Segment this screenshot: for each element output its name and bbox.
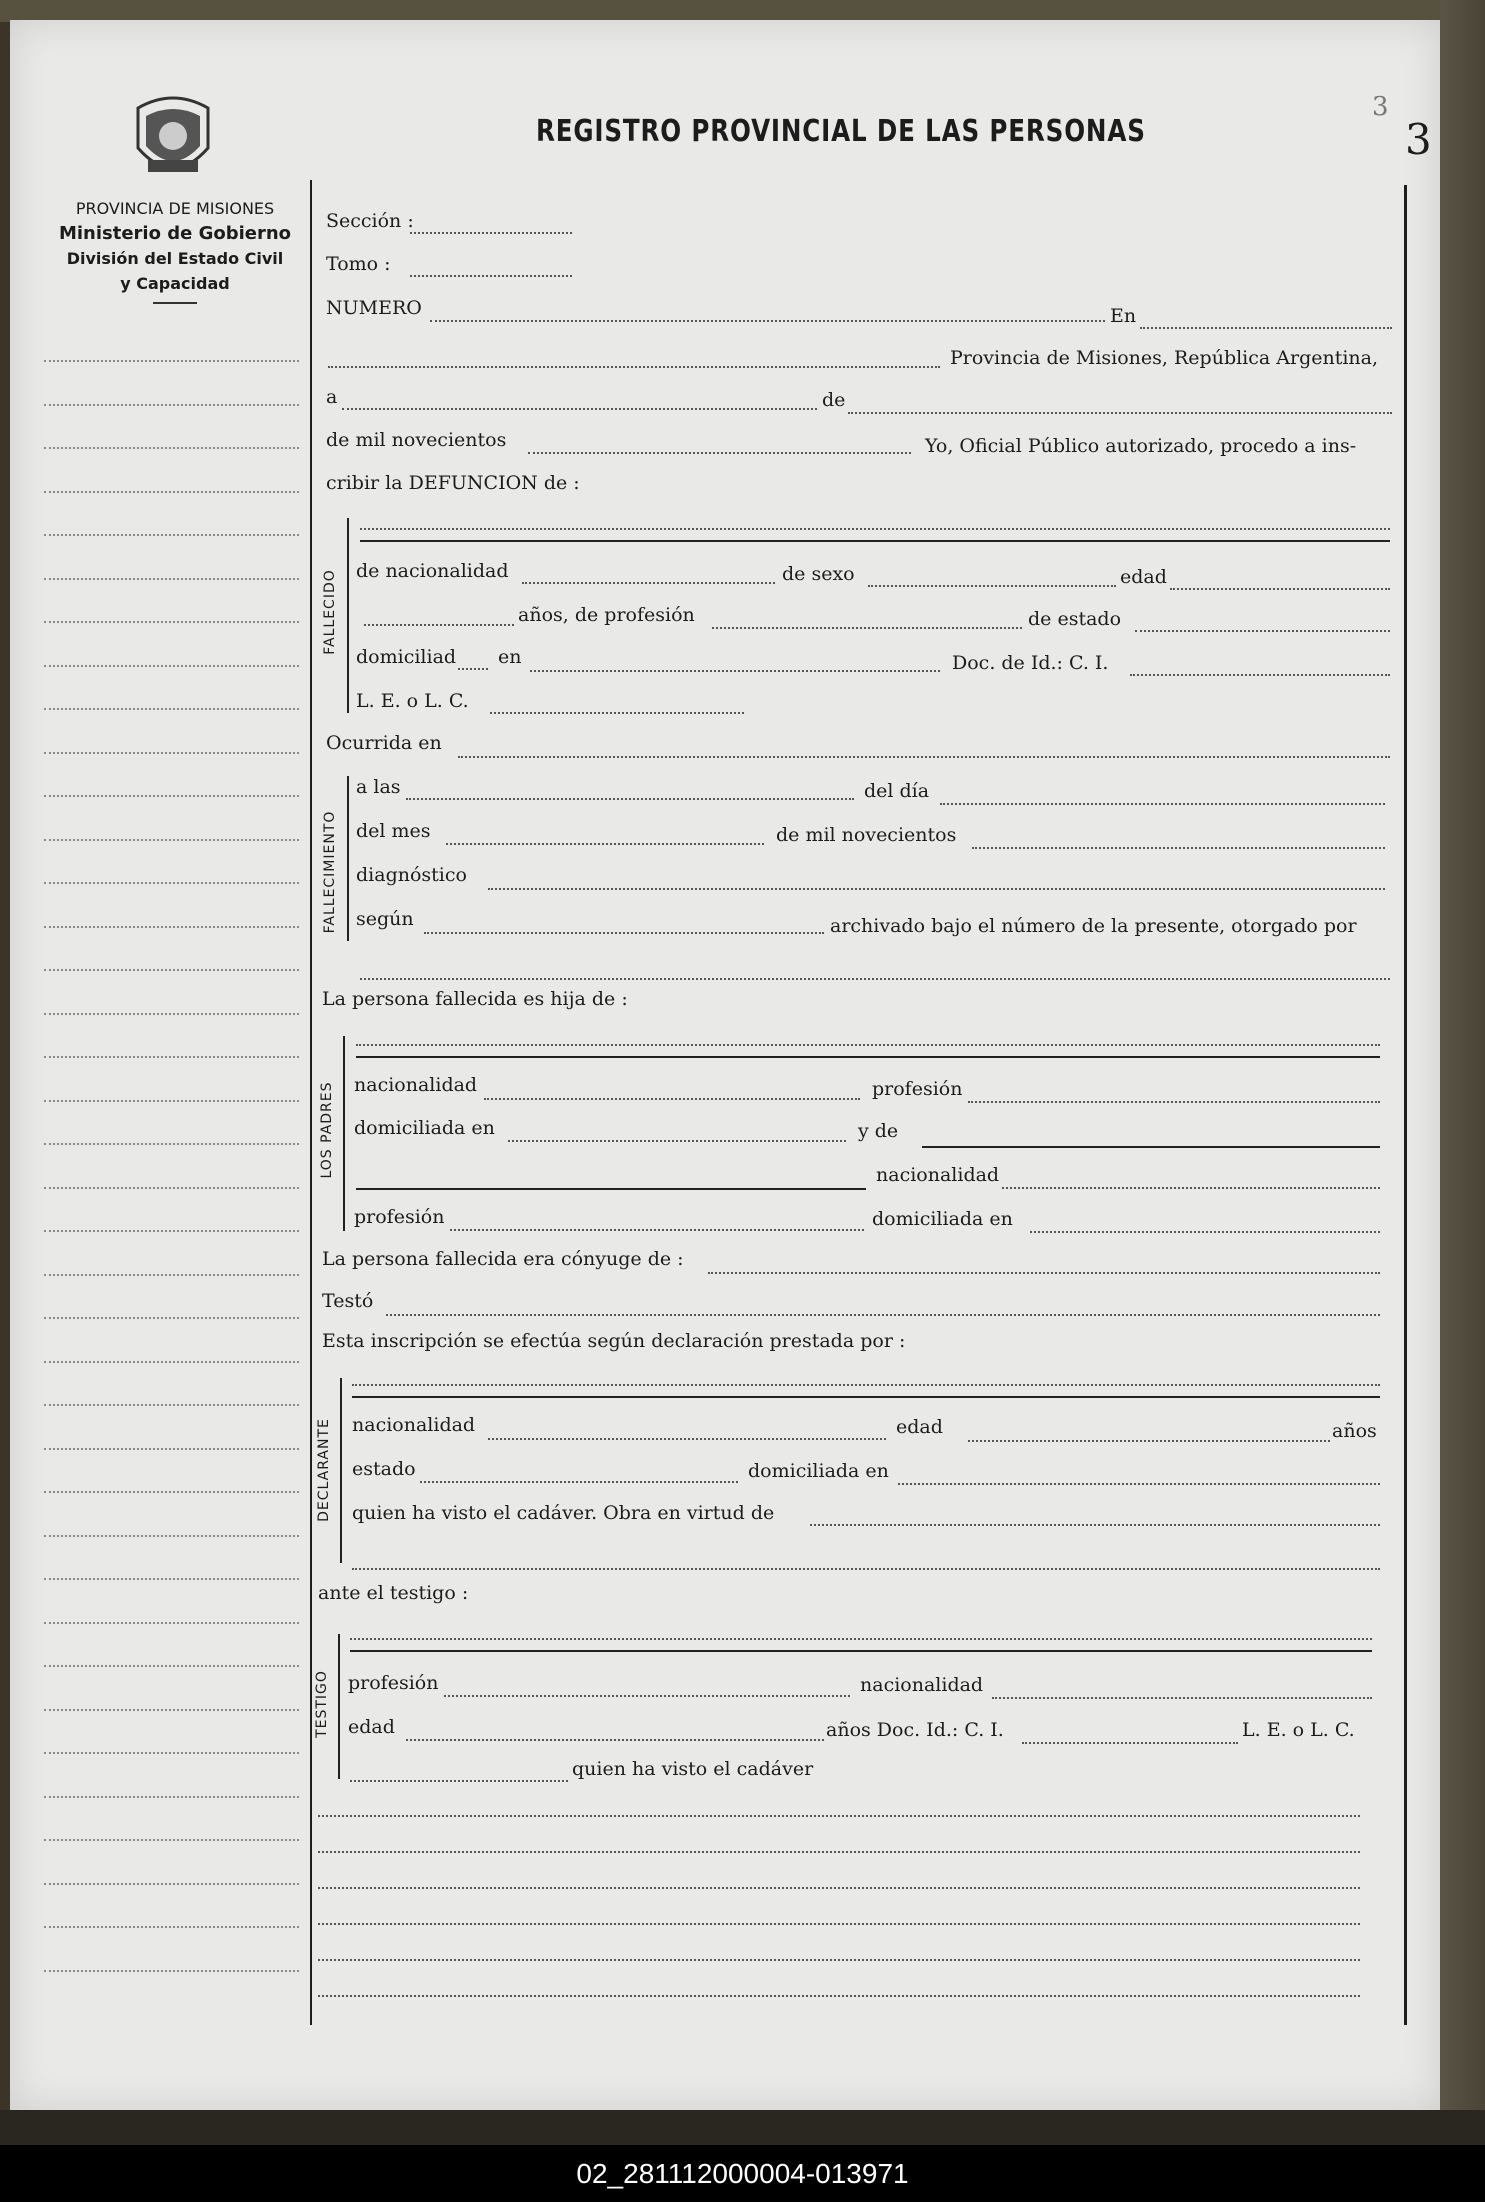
padres-profesion2-field[interactable] — [450, 1229, 864, 1231]
padres-profesion-field[interactable] — [968, 1101, 1380, 1103]
margin-note-line[interactable] — [44, 1274, 299, 1276]
fallecimiento-mil-label: de mil novecientos — [776, 824, 957, 846]
ante-label: ante el testigo : — [318, 1582, 469, 1604]
margin-note-line[interactable] — [44, 404, 299, 406]
margin-note-line[interactable] — [44, 1404, 299, 1406]
testigo-edad-field[interactable] — [406, 1739, 824, 1741]
observation-line[interactable] — [318, 1887, 1360, 1889]
margin-note-line[interactable] — [44, 621, 299, 623]
padres-bracket — [343, 1036, 345, 1231]
testigo-edad-label: edad — [348, 1716, 395, 1738]
tomo-field[interactable] — [410, 275, 572, 277]
madre-name-field[interactable] — [922, 1146, 1380, 1148]
declarante-estado-label: estado — [352, 1458, 416, 1480]
margin-note-line[interactable] — [44, 360, 299, 362]
fallecimiento-ano-field[interactable] — [972, 847, 1385, 849]
margin-note-line[interactable] — [44, 926, 299, 928]
padre-name-field[interactable] — [356, 1044, 1380, 1046]
testigo-nacionalidad-label: nacionalidad — [860, 1674, 984, 1696]
page-number: 3 — [1405, 115, 1432, 164]
margin-note-line[interactable] — [44, 534, 299, 536]
margin-note-line[interactable] — [44, 1839, 299, 1841]
declarante-virtud-field[interactable] — [810, 1524, 1380, 1526]
tomo-label: Tomo : — [326, 253, 391, 275]
margin-note-line[interactable] — [44, 1230, 299, 1232]
fallecido-sexo-field[interactable] — [868, 585, 1116, 587]
fallecimiento-dia-field[interactable] — [940, 803, 1385, 805]
fallecimiento-side-label: FALLECIMIENTO — [322, 810, 338, 934]
de-label: de — [822, 389, 846, 411]
margin-note-line[interactable] — [44, 839, 299, 841]
a-label: a — [326, 386, 338, 408]
margin-note-line[interactable] — [44, 447, 299, 449]
book-spine — [1440, 0, 1485, 2202]
declarante-edad-field[interactable] — [968, 1440, 1330, 1442]
margin-note-line[interactable] — [44, 795, 299, 797]
hija-label: La persona fallecida es hija de : — [322, 988, 628, 1010]
padre-name-rule — [356, 1056, 1380, 1058]
margin-note-line[interactable] — [44, 1100, 299, 1102]
seccion-label: Sección : — [326, 210, 414, 232]
image-caption: 02_281112000004-013971 — [0, 2145, 1485, 2202]
conyuge-field[interactable] — [708, 1272, 1380, 1274]
margin-note-line[interactable] — [44, 752, 299, 754]
fallecido-le-label: L. E. o L. C. — [356, 690, 469, 712]
fallecido-sexo-label: de sexo — [782, 563, 855, 585]
agency-ministry: Ministerio de Gobierno — [58, 223, 292, 244]
padres-side-label: LOS PADRES — [319, 1081, 335, 1179]
fallecimiento-dia-label: del día — [864, 780, 930, 802]
fallecido-domiciliado-suffix[interactable] — [458, 668, 488, 670]
conyuge-label: La persona fallecida era cónyuge de : — [322, 1248, 684, 1270]
fallecimiento-mes-label: del mes — [356, 820, 431, 842]
cribir-label: cribir la DEFUNCION de : — [326, 472, 580, 494]
fallecimiento-alas-label: a las — [356, 776, 401, 798]
declarante-domiciliada-field[interactable] — [898, 1483, 1380, 1485]
margin-note-line[interactable] — [44, 1796, 299, 1798]
fallecido-estado-label: de estado — [1028, 608, 1122, 630]
scan-bottom-band — [0, 2110, 1485, 2145]
seccion-field[interactable] — [410, 232, 572, 234]
margin-note-line[interactable] — [44, 1491, 299, 1493]
margin-note-line[interactable] — [44, 708, 299, 710]
testigo-profesion-label: profesión — [348, 1672, 439, 1694]
testo-field[interactable] — [386, 1314, 1380, 1316]
margin-note-line[interactable] — [44, 1665, 299, 1667]
declarante-nacionalidad-label: nacionalidad — [352, 1414, 476, 1436]
scan-top-band — [0, 0, 1485, 22]
oficial-label: Yo, Oficial Público autorizado, procedo a ins- — [925, 435, 1357, 457]
left-vertical-rule — [310, 180, 312, 2025]
testigo-nacionalidad-field[interactable] — [992, 1697, 1372, 1699]
margin-note-line[interactable] — [44, 1143, 299, 1145]
margin-note-line[interactable] — [44, 578, 299, 580]
ocurrida-label: Ocurrida en — [326, 732, 442, 754]
padres-domiciliada2-label: domiciliada en — [872, 1208, 1013, 1230]
numero-field[interactable] — [430, 320, 1105, 322]
fallecido-name-field[interactable] — [360, 528, 1390, 530]
mil-label: de mil novecientos — [326, 429, 507, 451]
declarante-nacionalidad-field[interactable] — [488, 1438, 886, 1440]
en-field[interactable] — [1140, 327, 1392, 329]
declarante-extra-field[interactable] — [352, 1568, 1380, 1570]
fallecimiento-bracket — [347, 776, 349, 941]
padres-nacionalidad2-field[interactable] — [1002, 1187, 1380, 1189]
en-label: En — [1110, 305, 1137, 327]
margin-note-line[interactable] — [44, 1361, 299, 1363]
ocurrida-field[interactable] — [458, 756, 1390, 758]
fallecimiento-diagnostico-label: diagnóstico — [356, 864, 467, 886]
margin-note-line[interactable] — [44, 665, 299, 667]
testigo-bracket — [338, 1634, 340, 1779]
fallecimiento-hora-field[interactable] — [406, 798, 854, 800]
agency-block — [30, 196, 320, 304]
testigo-le-label: L. E. o L. C. — [1242, 1719, 1355, 1741]
margin-note-line[interactable] — [44, 1056, 299, 1058]
mes-field[interactable] — [848, 412, 1392, 414]
fallecimiento-segun-field[interactable] — [424, 932, 824, 934]
declarante-name-field[interactable] — [352, 1384, 1380, 1386]
testigo-ci-field[interactable] — [1022, 1742, 1238, 1744]
margin-note-line[interactable] — [44, 1013, 299, 1015]
fallecido-le-field[interactable] — [490, 712, 744, 714]
padres-domiciliada2-field[interactable] — [1030, 1231, 1380, 1233]
padres-nacionalidad2-label: nacionalidad — [876, 1164, 1000, 1186]
margin-note-line[interactable] — [44, 491, 299, 493]
agency-division: División del Estado Civil — [66, 249, 284, 268]
fallecido-domiciliado-label: domiciliad — [356, 646, 457, 668]
margin-note-line[interactable] — [44, 969, 299, 971]
observation-line[interactable] — [318, 1815, 1360, 1817]
observation-line[interactable] — [318, 1923, 1360, 1925]
declarante-domiciliada-label: domiciliada en — [748, 1460, 889, 1482]
observation-line[interactable] — [318, 1995, 1360, 1997]
fallecimiento-diagnostico-field[interactable] — [488, 888, 1385, 890]
margin-note-line[interactable] — [44, 1535, 299, 1537]
declarante-side-label: DECLARANTE — [316, 1418, 332, 1522]
padres-domiciliada-field[interactable] — [508, 1140, 846, 1142]
observation-line[interactable] — [318, 1959, 1360, 1961]
margin-note-line[interactable] — [44, 1883, 299, 1885]
declarante-anos-label: años — [1332, 1420, 1377, 1442]
fallecido-estado-field[interactable] — [1135, 630, 1390, 632]
fallecimiento-segun-label: según — [356, 908, 414, 930]
padres-profesion2-label: profesión — [354, 1206, 445, 1228]
declarante-estado-field[interactable] — [420, 1481, 738, 1483]
declarante-visto-label: quien ha visto el cadáver. Obra en virtud de — [352, 1502, 775, 1524]
testigo-extra-field[interactable] — [350, 1780, 568, 1782]
margin-note-line[interactable] — [44, 1622, 299, 1624]
declarante-bracket — [340, 1378, 342, 1563]
margin-note-line[interactable] — [44, 882, 299, 884]
margin-note-line[interactable] — [44, 1970, 299, 1972]
pencil-mark: 3 — [1372, 92, 1389, 122]
fallecido-name-rule — [360, 540, 1390, 542]
testigo-anos-doc-label: años Doc. Id.: C. I. — [826, 1719, 1004, 1741]
padres-domiciliada-label: domiciliada en — [354, 1117, 495, 1139]
page-title: REGISTRO PROVINCIAL DE LAS PERSONAS — [536, 114, 1146, 149]
fallecido-ci-field[interactable] — [1130, 674, 1390, 676]
numero-label: NUMERO — [326, 297, 422, 319]
padres-nacionalidad-field[interactable] — [484, 1098, 860, 1100]
padres-nacionalidad-label: nacionalidad — [354, 1074, 478, 1096]
provincia-label: Provincia de Misiones, República Argentina, — [950, 347, 1379, 369]
fallecido-side-label: FALLECIDO — [322, 569, 338, 655]
declarante-edad-label: edad — [896, 1416, 943, 1438]
fallecido-nacionalidad-field[interactable] — [522, 582, 775, 584]
lugar-field[interactable] — [328, 366, 940, 368]
fallecido-edad-field[interactable] — [1170, 588, 1390, 590]
margin-note-line[interactable] — [44, 1709, 299, 1711]
testigo-name-rule — [350, 1650, 1372, 1652]
padres-yde-label: y de — [858, 1120, 899, 1142]
fallecido-nacionalidad-label: de nacionalidad — [356, 560, 509, 582]
agency-rule — [153, 302, 197, 304]
fallecido-anos-label: años, de profesión — [518, 604, 695, 626]
dia-field[interactable] — [342, 408, 817, 410]
fallecido-edad-label: edad — [1120, 566, 1167, 588]
margin-note-line[interactable] — [44, 1187, 299, 1189]
declarante-name-rule — [352, 1396, 1380, 1398]
margin-note-line[interactable] — [44, 1448, 299, 1450]
agency-capacity: y Capacidad — [120, 274, 230, 293]
fallecido-profesion-field[interactable] — [712, 627, 1022, 629]
fallecido-en-label: en — [498, 646, 522, 668]
margin-note-line[interactable] — [44, 1926, 299, 1928]
fallecimiento-otorgado-field[interactable] — [360, 978, 1390, 980]
fallecimiento-mes-field[interactable] — [446, 843, 764, 845]
ano-field[interactable] — [528, 452, 911, 454]
fallecido-bracket — [347, 518, 349, 713]
testigo-profesion-field[interactable] — [444, 1695, 850, 1697]
margin-note-line[interactable] — [44, 1317, 299, 1319]
testo-label: Testó — [322, 1290, 374, 1312]
right-vertical-rule — [1404, 185, 1407, 2025]
testigo-side-label: TESTIGO — [314, 1670, 330, 1738]
margin-note-line[interactable] — [44, 1752, 299, 1754]
testigo-visto-label: quien ha visto el cadáver — [572, 1758, 814, 1780]
padres-profesion-label: profesión — [872, 1078, 963, 1100]
fallecimiento-archivado-label: archivado bajo el número de la presente, otorgado por — [830, 915, 1357, 937]
observation-line[interactable] — [318, 1851, 1360, 1853]
testigo-name-field[interactable] — [350, 1638, 1372, 1640]
fallecido-domicilio-field[interactable] — [530, 670, 940, 672]
fallecido-anos-field[interactable] — [364, 624, 514, 626]
declaracion-label: Esta inscripción se efectúa según declaración prestada por : — [322, 1330, 906, 1352]
madre-name-line2[interactable] — [356, 1188, 866, 1190]
margin-note-line[interactable] — [44, 1578, 299, 1580]
fallecido-doc-label: Doc. de Id.: C. I. — [952, 652, 1109, 674]
provincial-seal-icon — [128, 88, 218, 188]
agency-province: PROVINCIA DE MISIONES — [75, 199, 275, 218]
